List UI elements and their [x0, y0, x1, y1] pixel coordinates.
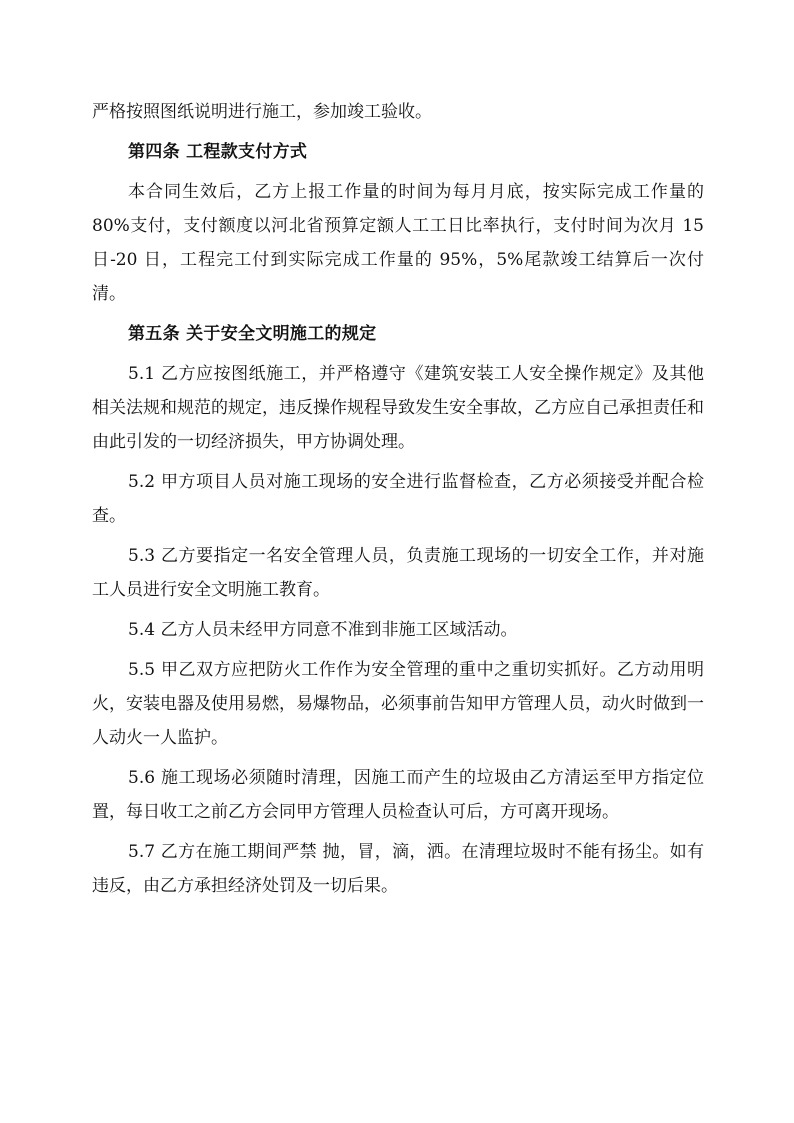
- opening-line: 严格按照图纸说明进行施工，参加竣工验收。: [92, 102, 432, 122]
- document-page: [92, 95, 704, 903]
- clause-5-4: 5.4 乙方人员未经甲方同意不准到非施工区域活动。: [128, 620, 518, 640]
- clause-5-6: 5.6 施工现场必须随时清理，因施工而产生的垃圾由乙方清运至甲方指定位置，每日收工之前乙方会同甲方管理人员检查认可后，方可离开现场。: [92, 768, 704, 822]
- clause-5-5: 5.5 甲乙双方应把防火工作作为安全管理的重中之重切实抓好。乙方动用明火，安装电器及使用易燃，易爆物品，必须事前告知甲方管理人员，动火时做到一人动火一人监护。: [92, 660, 704, 748]
- clause-5-3: 5.3 乙方要指定一名安全管理人员，负责施工现场的一切安全工作，并对施工人员进行安全文明施工教育。: [92, 546, 704, 600]
- article-4-paragraph: 本合同生效后，乙方上报工作量的时间为每月月底，按实际完成工作量的 80%支付，支付额度以河北省预算定额人工工日比率执行，支付时间为次月 15 日-20 日，工程完工付到实际完成工作量的 95%，5%尾款竣工结算后一次付清。: [92, 182, 704, 304]
- clause-5-1: 5.1 乙方应按图纸施工，并严格遵守《建筑安装工人安全操作规定》及其他相关法规和规范的规定，违反操作规程导致发生安全事故，乙方应自己承担责任和由此引发的一切经济损失，甲方协调处理。: [92, 364, 704, 452]
- article-5-heading: 第五条 关于安全文明施工的规定: [128, 324, 377, 344]
- clause-5-2: 5.2 甲方项目人员对施工现场的安全进行监督检查，乙方必须接受并配合检查。: [92, 472, 704, 526]
- article-4-heading: 第四条 工程款支付方式: [128, 142, 308, 162]
- clause-5-7: 5.7 乙方在施工期间严禁 抛，冒，滴，洒。在清理垃圾时不能有扬尘。如有违反，由乙方承担经济处罚及一切后果。: [92, 842, 704, 896]
